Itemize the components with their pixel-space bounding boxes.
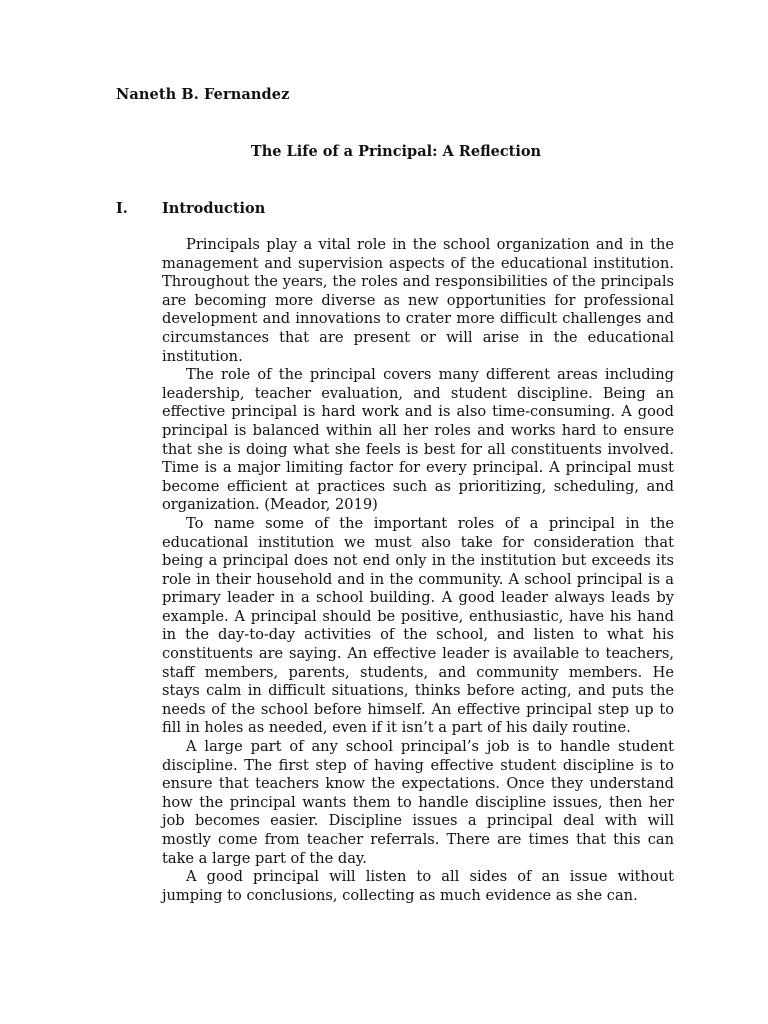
- paragraph: Principals play a vital role in the school organization and in the management and supervision aspects of the educational institution. Throughout the years, the roles and responsibilities of the principals are becoming more diverse as new opportunities for professional development and innovations to crater more difficult challenges and circumstances that are present or will arise in the educational institution.: [162, 236, 674, 365]
- paragraph: A good principal will listen to all sides of an issue without jumping to conclusions, collecting as much evidence as she can.: [162, 868, 674, 904]
- introduction-body: [162, 236, 674, 905]
- document-title: The Life of a Principal: A Reflection: [250, 143, 542, 160]
- author-name: Naneth B. Fernandez: [116, 86, 290, 103]
- section-heading: [116, 200, 676, 217]
- paragraph: A large part of any school principal’s job is to handle student discipline. The first step of having effective student discipline is to ensure that teachers know the expectations. Once they understand how the principal wants them to handle discipline issues, then her job becomes easier. Discipline issues a principal deal with will mostly come from teacher referrals. There are times that this can take a large part of the day.: [162, 738, 674, 867]
- paragraph: The role of the principal covers many different areas including leadership, teacher evaluation, and student discipline. Being an effective principal is hard work and is also time-consuming. A good principal is balanced within all her roles and works hard to ensure that she is doing what she feels is best for all constituents involved. Time is a major limiting factor for every principal. A principal must become efficient at practices such as prioritizing, scheduling, and organization. (Meador, 2019): [162, 366, 674, 514]
- section-number: I.: [116, 200, 128, 217]
- paragraph: To name some of the important roles of a principal in the educational institution we must also take for consideration that being a principal does not end only in the institution but exceeds its role in their household and in the community. A school principal is a primary leader in a school building. A good leader always leads by example. A principal should be positive, enthusiastic, have his hand in the day-to-day activities of the school, and listen to what his constituents are saying. An effective leader is available to teachers, staff members, parents, students, and community members. He stays calm in difficult situations, thinks before acting, and puts the needs of the school before himself. An effective principal step up to fill in holes as needed, even if it isn’t a part of his daily routine.: [162, 514, 674, 737]
- section-title: Introduction: [162, 200, 266, 217]
